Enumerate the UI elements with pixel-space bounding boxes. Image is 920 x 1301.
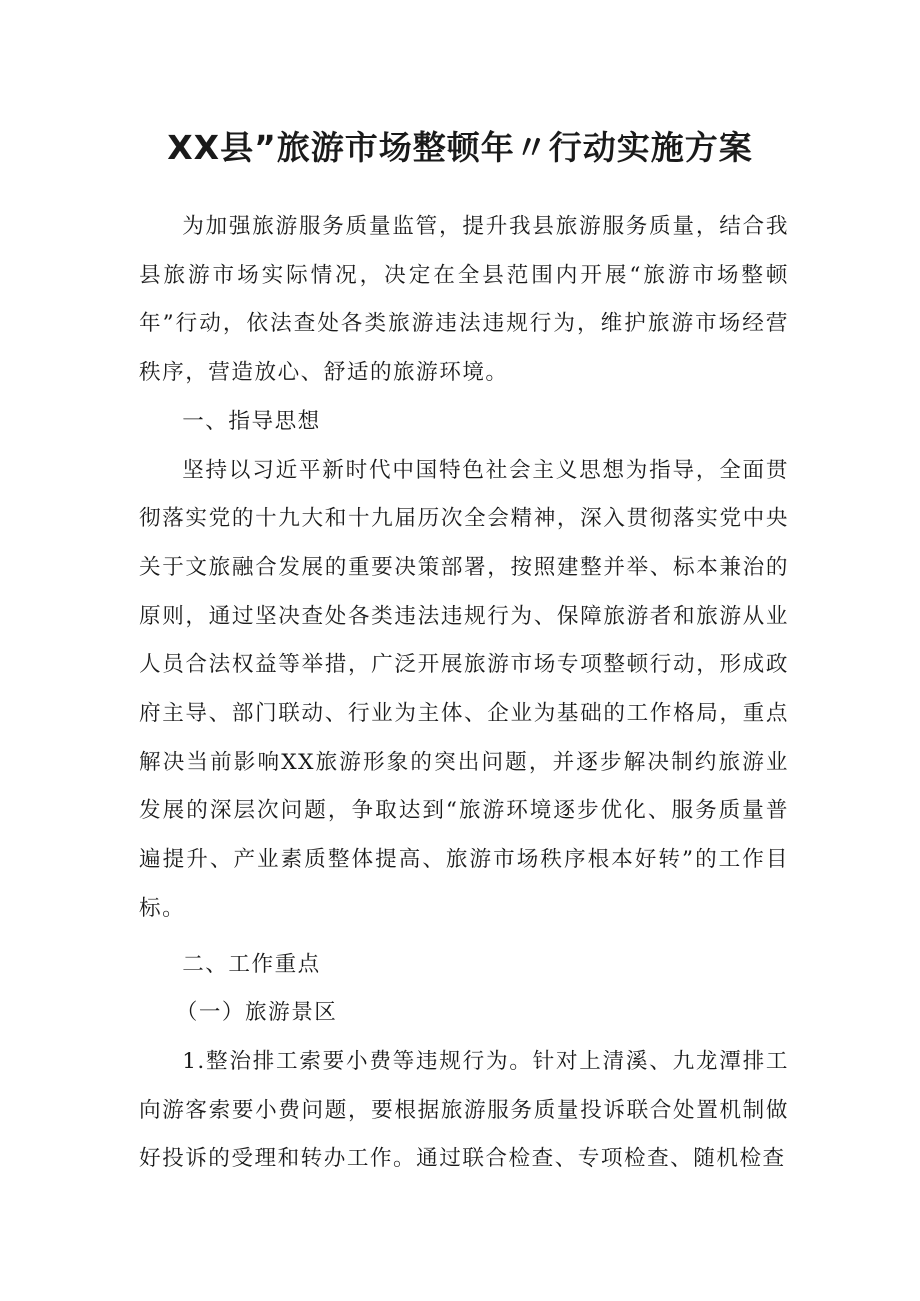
guiding-ideology-paragraph: 坚持以习近平新时代中国特色社会主义思想为指导，全面贯彻落实党的十九大和十九届历次全会精神，深入贯彻落实党中央关于文旅融合发展的重要决策部署，按照建整并举、标本兼治的原则，通过坚决查处各类违法违规行为、保障旅游者和旅游从业人员合法权益等举措，广泛开展旅游市场专项整顿行动，形成政府主导、部门联动、行业为主体、企业为基础的工作格局，重点解决当前影响XX旅游形象的突出问题，并逐步解决制约旅游业发展的深层次问题，争取达到“旅游环境逐步优化、服务质量普遍提升、产业素质整体提高、旅游市场秩序根本好转”的工作目标。 xyxy=(139,457,789,921)
document-title: XX县”旅游市场整顿年〃行动实施方案 xyxy=(167,128,753,167)
subsection-heading-scenic-areas: （一）旅游景区 xyxy=(175,1000,338,1026)
item-1-paragraph: 1.整治排工索要小费等违规行为。针对上清溪、九龙潭排工向游客索要小费问题，要根据旅游服务质量投诉联合处置机制做好投诉的受理和转办工作。通过联合检查、专项检查、随机检查 xyxy=(139,1048,789,1172)
section-heading-work-focus: 二、工作重点 xyxy=(182,951,321,977)
document-body xyxy=(139,203,789,1184)
section-heading-guiding-ideology: 一、指导思想 xyxy=(182,408,321,434)
paragraph-gap xyxy=(139,934,789,941)
intro-paragraph: 为加强旅游服务质量监管，提升我县旅游服务质量，结合我县旅游市场实际情况，决定在全县范围内开展“旅游市场整顿年”行动，依法查处各类旅游违法违规行为，维护旅游市场经营秩序，营造放心、舒适的旅游环境。 xyxy=(139,214,789,386)
